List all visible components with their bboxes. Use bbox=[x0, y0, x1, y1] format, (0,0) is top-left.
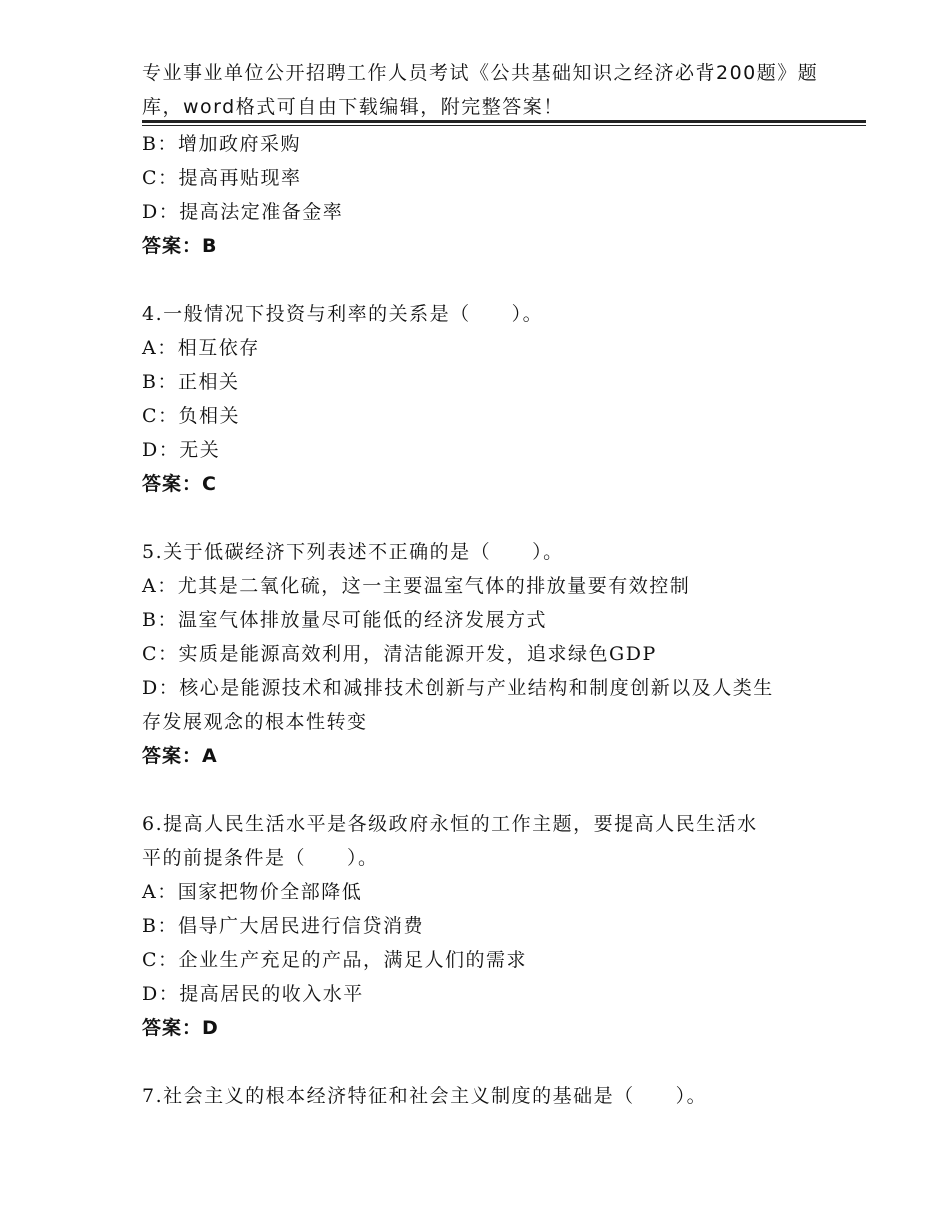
question-4-block bbox=[142, 297, 822, 501]
header-title-line-1: 专业事业单位公开招聘工作人员考试《公共基础知识之经济必背200题》题 bbox=[142, 62, 819, 84]
q4-option-a: A：相互依存 bbox=[142, 337, 260, 359]
question-3-block bbox=[142, 127, 822, 263]
question-6-block bbox=[142, 807, 822, 1045]
spacer bbox=[142, 773, 822, 807]
q3-option-b: B：增加政府采购 bbox=[142, 133, 301, 155]
q4-option-b: B：正相关 bbox=[142, 371, 240, 393]
q4-option-c: C：负相关 bbox=[142, 405, 241, 427]
q7-question: 7.社会主义的根本经济特征和社会主义制度的基础是（ ）。 bbox=[142, 1085, 708, 1107]
q5-option-d-line-2: 存发展观念的根本性转变 bbox=[142, 711, 368, 733]
q4-question: 4.一般情况下投资与利率的关系是（ ）。 bbox=[142, 303, 544, 325]
q3-answer: 答案：B bbox=[142, 235, 218, 257]
question-list bbox=[142, 127, 822, 1113]
q5-answer: 答案：A bbox=[142, 745, 218, 767]
q6-option-b: B：倡导广大居民进行信贷消费 bbox=[142, 915, 424, 937]
spacer bbox=[142, 1045, 822, 1079]
q3-option-c: C：提高再贴现率 bbox=[142, 167, 302, 189]
q5-question: 5.关于低碳经济下列表述不正确的是（ ）。 bbox=[142, 541, 564, 563]
q6-option-a: A：国家把物价全部降低 bbox=[142, 881, 363, 903]
q5-option-c: C：实质是能源高效利用，清洁能源开发，追求绿色GDP bbox=[142, 643, 657, 665]
q6-question-line-2: 平的前提条件是（ ）。 bbox=[142, 847, 379, 869]
q3-option-d: D：提高法定准备金率 bbox=[142, 201, 344, 223]
q5-option-a: A：尤其是二氧化硫，这一主要温室气体的排放量要有效控制 bbox=[142, 575, 691, 597]
q5-option-b: B：温室气体排放量尽可能低的经济发展方式 bbox=[142, 609, 547, 631]
q6-question-line-1: 6.提高人民生活水平是各级政府永恒的工作主题，要提高人民生活水 bbox=[142, 813, 758, 835]
header-divider-thin bbox=[142, 125, 866, 126]
q6-option-c: C：企业生产充足的产品，满足人们的需求 bbox=[142, 949, 528, 971]
header-divider-thick bbox=[142, 120, 866, 123]
q6-answer: 答案：D bbox=[142, 1017, 219, 1039]
question-5-block bbox=[142, 535, 822, 773]
q6-option-d: D：提高居民的收入水平 bbox=[142, 983, 364, 1005]
q4-answer: 答案：C bbox=[142, 473, 217, 495]
q4-option-d: D：无关 bbox=[142, 439, 221, 461]
q5-option-d-line-1: D：核心是能源技术和减排技术创新与产业结构和制度创新以及人类生 bbox=[142, 677, 774, 699]
spacer bbox=[142, 263, 822, 297]
question-7-block bbox=[142, 1079, 822, 1113]
spacer bbox=[142, 501, 822, 535]
document-header bbox=[142, 56, 819, 124]
header-title-line-2: 库，word格式可自由下载编辑，附完整答案！ bbox=[142, 96, 564, 118]
